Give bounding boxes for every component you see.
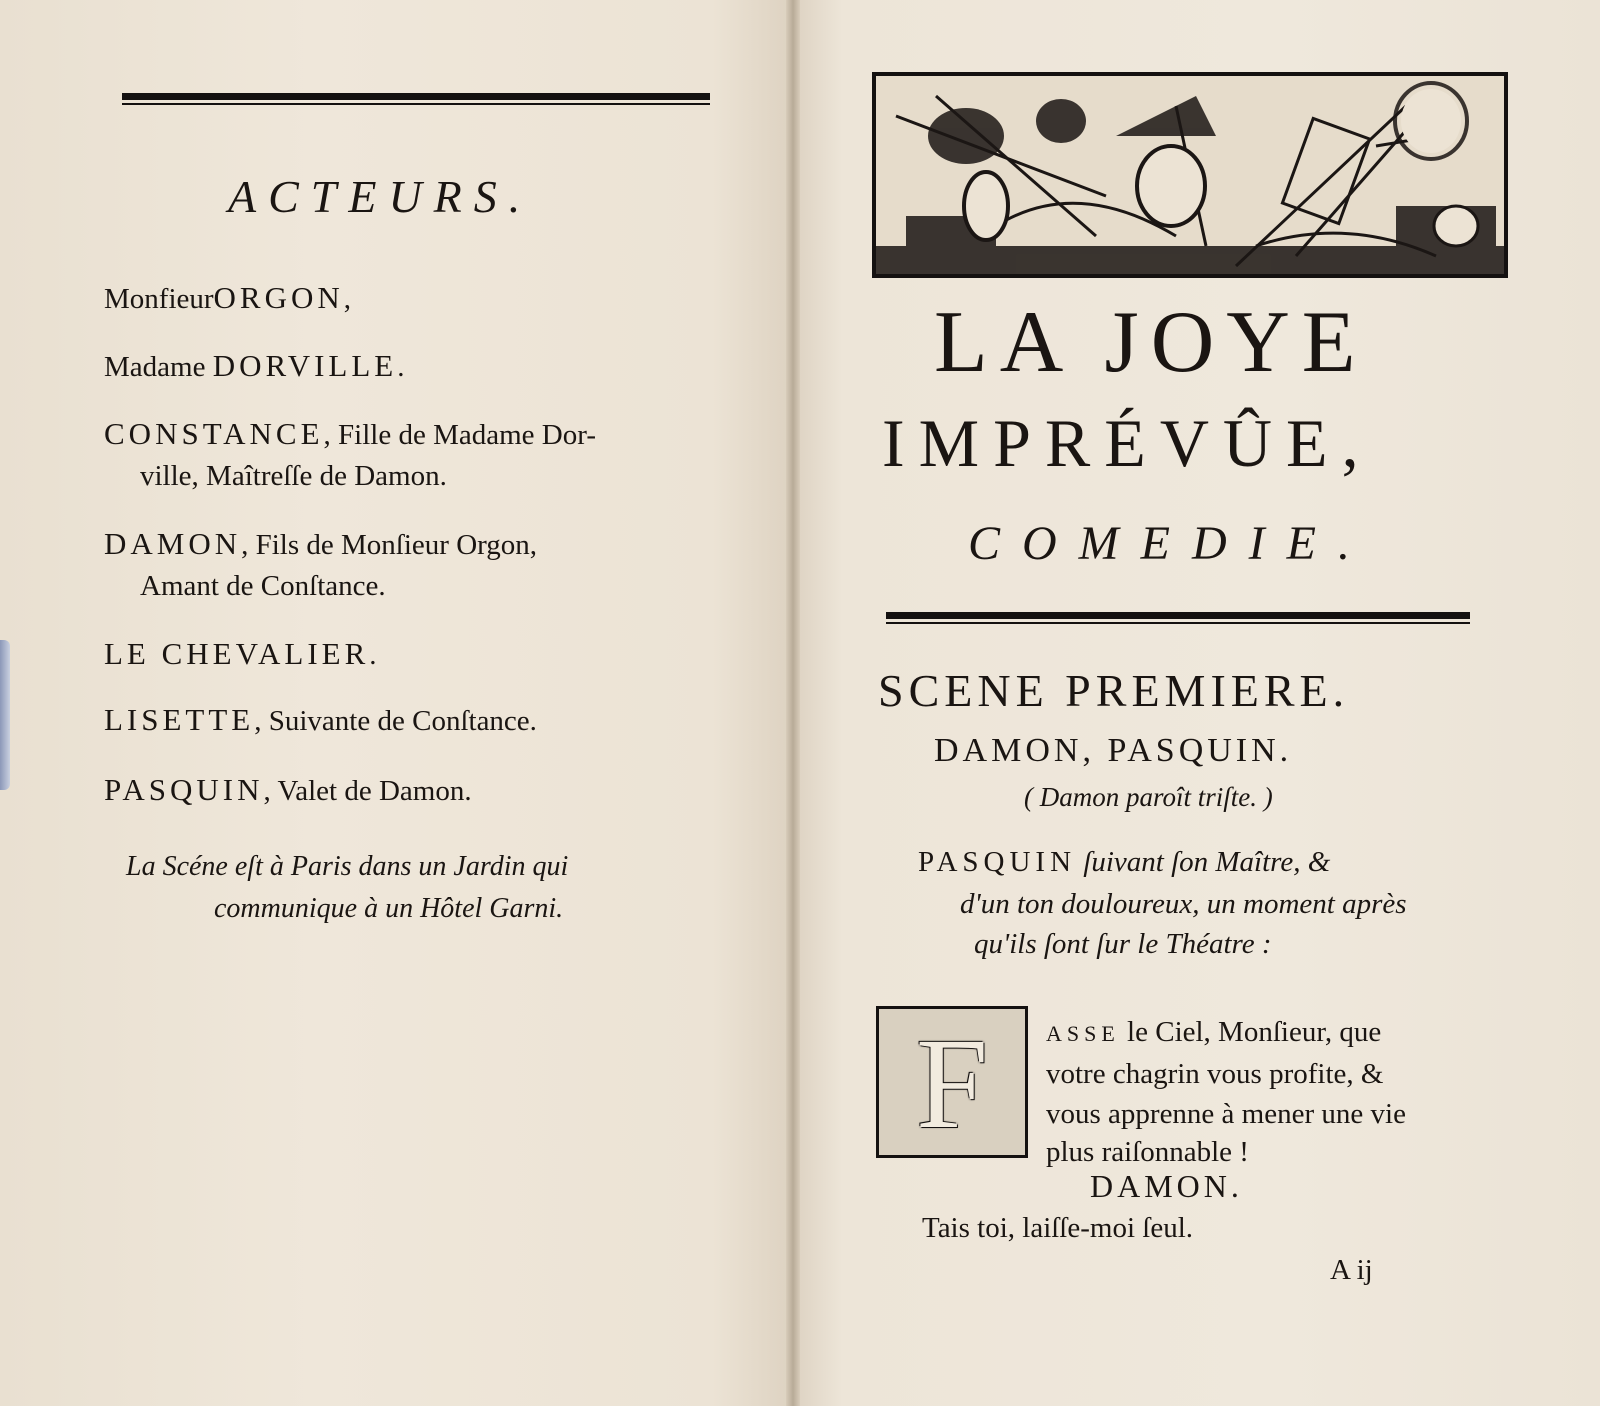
speech-caps: ASSE — [1046, 1021, 1120, 1046]
play-title-line-2: IMPRÉVÛE, — [882, 405, 1373, 481]
page-edge-marker — [0, 640, 10, 790]
role-desc: , Fils de Monſieur Orgon, — [241, 529, 538, 561]
role-desc: , Valet de Damon. — [263, 775, 472, 807]
play-genre: COMEDIE. — [968, 517, 1372, 570]
role-constance-cont: ville, Maîtreſſe de Damon. — [140, 460, 447, 492]
cast-list-title: ACTEURS. — [228, 171, 533, 222]
speech-pasquin-line-3: vous apprenne à mener une vie — [1046, 1098, 1406, 1130]
right-mid-rule — [886, 612, 1470, 624]
role-name: DAMON — [104, 526, 242, 561]
scene-location-line-1: La Scéne eſt à Paris dans un Jardin qui — [126, 851, 569, 882]
role-chevalier — [104, 634, 377, 675]
role-prefix: Monfieur — [104, 283, 214, 315]
speech-pasquin-line-1 — [1046, 1016, 1381, 1049]
speaker-direction: ſuivant ſon Maître, & — [1083, 846, 1331, 878]
role-desc: , Suivante de Conſtance. — [254, 705, 537, 737]
role-pasquin — [104, 770, 472, 811]
role-constance — [104, 414, 596, 455]
scene-location-line-2: communique à un Hôtel Garni. — [214, 893, 564, 924]
role-desc: . — [397, 351, 405, 383]
book-gutter — [786, 0, 800, 1406]
role-name: DORVILLE — [212, 348, 398, 383]
role-prefix: Madame — [104, 351, 206, 383]
speaker-pasquin-line — [918, 846, 1330, 879]
woodcut-engraving-image — [876, 76, 1504, 274]
initial-letter: F — [915, 1012, 989, 1156]
speaker-name: PASQUIN — [918, 846, 1077, 878]
role-name: CONSTANCE — [104, 416, 324, 451]
role-damon-cont: Amant de Conſtance. — [140, 570, 386, 602]
speaker-direction-line-2: d'un ton douloureux, un moment après — [960, 888, 1407, 920]
role-name: LISETTE — [104, 702, 255, 737]
speech-pasquin-line-2: votre chagrin vous profite, & — [1046, 1058, 1384, 1090]
play-title-line-1: LA JOYE — [934, 294, 1368, 391]
scene-heading: SCENE PREMIERE. — [878, 665, 1350, 716]
role-orgon — [104, 278, 351, 319]
role-damon — [104, 524, 537, 565]
speech-pasquin-line-4: plus raiſonnable ! — [1046, 1136, 1249, 1168]
role-desc: . — [369, 639, 377, 671]
speaker-direction-line-3: qu'ils ſont ſur le Théatre : — [974, 928, 1272, 960]
left-top-rule — [122, 93, 710, 105]
woodcut-headpiece-illustration — [872, 72, 1508, 278]
page-signature-mark: A ij — [1330, 1254, 1373, 1286]
role-name: PASQUIN — [104, 772, 264, 807]
speech-damon: Tais toi, laiſſe-moi ſeul. — [922, 1212, 1193, 1244]
stage-direction: ( Damon paroît triſte. ) — [1024, 782, 1273, 812]
role-desc: , Fille de Madame Dor- — [323, 419, 596, 451]
speaker-damon: DAMON. — [1090, 1168, 1243, 1204]
decorated-initial — [876, 1006, 1028, 1158]
role-lisette — [104, 700, 537, 741]
speech-text: le Ciel, Monſieur, que — [1127, 1016, 1382, 1048]
role-name: LE CHEVALIER — [104, 636, 370, 671]
role-dorville — [104, 346, 404, 387]
role-desc: , — [343, 283, 352, 315]
role-name: ORGON — [213, 280, 344, 315]
scene-persons: DAMON, PASQUIN. — [934, 732, 1293, 769]
